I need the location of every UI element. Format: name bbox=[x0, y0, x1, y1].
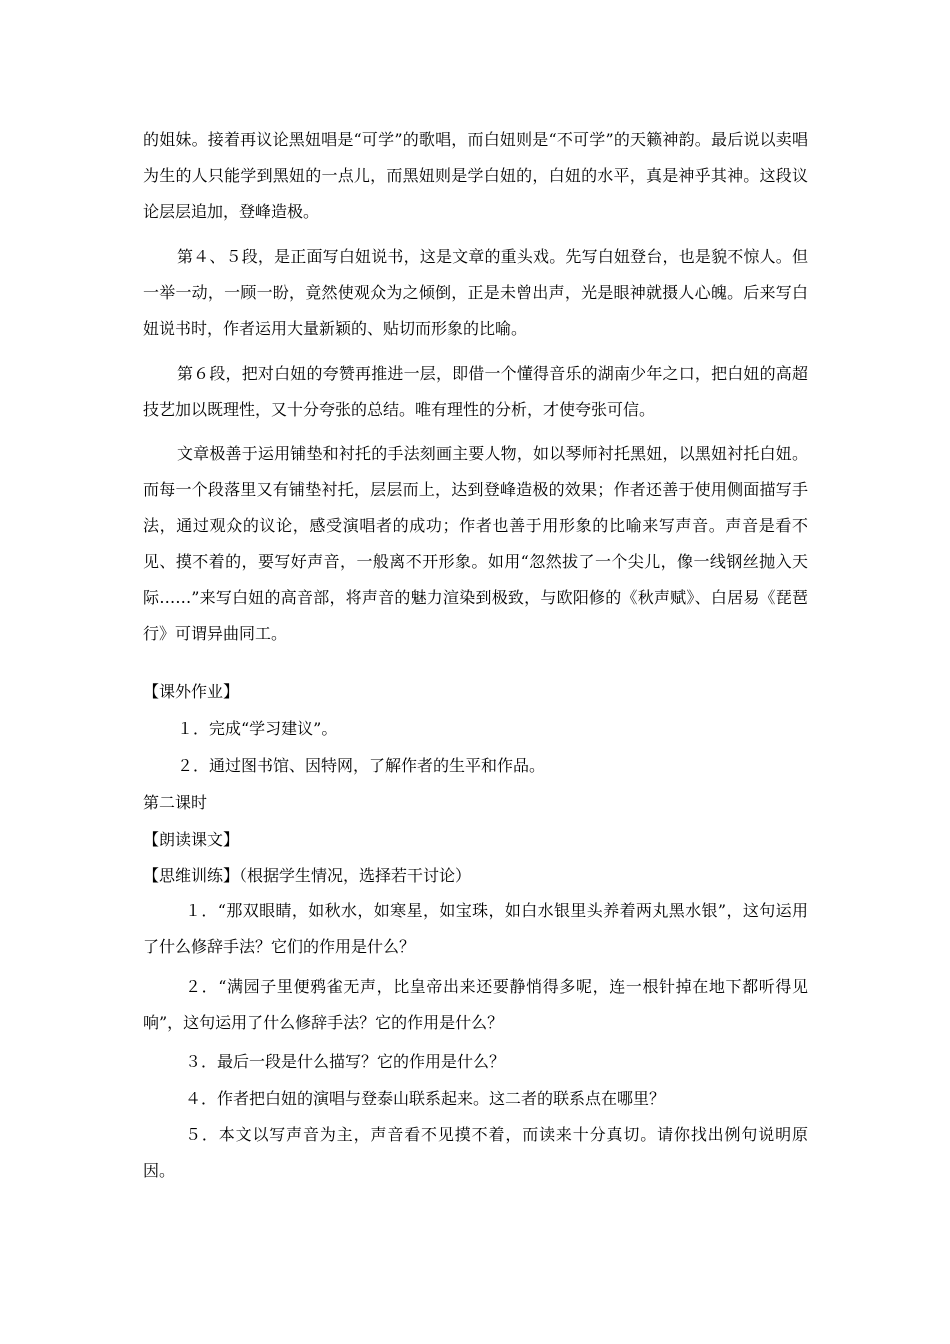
reading-heading: 【朗读课文】 bbox=[143, 830, 240, 849]
homework-item-1: １．完成“学习建议”。 bbox=[177, 719, 338, 738]
question-2: ２．“满园子里便鸦雀无声，比皇帝出来还要静悄得多呢，连一根针掉在地下都听得见响”，这句运用了什么修辞手法？它的作用是什么？ bbox=[143, 977, 808, 1032]
question-5: ５．本文以写声音为主，声音看不见摸不着，而读来十分真切。请你找出例句说明原因。 bbox=[143, 1125, 808, 1180]
homework-item-2: ２．通过图书馆、因特网，了解作者的生平和作品。 bbox=[177, 756, 546, 775]
homework-heading: 【课外作业】 bbox=[143, 682, 240, 701]
lesson-2-title: 第二课时 bbox=[143, 793, 208, 812]
paragraph-section-6: 第６段，把对白妞的夸赞再推进一层，即借一个懂得音乐的湖南少年之口，把白妞的高超技艺加以既理性，又十分夸张的总结。唯有理性的分析，才使夸张可信。 bbox=[143, 364, 808, 419]
question-4: ４．作者把白妞的演唱与登泰山联系起来。这二者的联系点在哪里？ bbox=[185, 1089, 666, 1108]
question-3: ３．最后一段是什么描写？它的作用是什么？ bbox=[185, 1052, 506, 1071]
thinking-heading: 【思维训练】（根据学生情况，选择若干讨论） bbox=[143, 866, 472, 885]
question-1: １．“那双眼睛，如秋水，如寒星，如宝珠，如白水银里头养着两丸黑水银”，这句运用了什么修辞手法？它们的作用是什么？ bbox=[143, 901, 808, 956]
paragraph-section-4-5: 第４、５段，是正面写白妞说书，这是文章的重头戏。先写白妞登台，也是貌不惊人。但一举一动，一顾一盼，竟然使观众为之倾倒，正是未曾出声，光是眼神就摄人心魄。后来写白妞说书时，作者运用大量新颖的、贴切而形象的比喻。 bbox=[143, 247, 808, 338]
paragraph-continuation: 的姐妹。接着再议论黑妞唱是“可学”的歌唱，而白妞则是“不可学”的天籁神韵。最后说以卖唱为生的人只能学到黑妞的一点儿，而黑妞则是学白妞的，白妞的水平，真是神乎其神。这段议论层层追加，登峰造极。 bbox=[143, 130, 808, 221]
paragraph-analysis: 文章极善于运用铺垫和衬托的手法刻画主要人物，如以琴师衬托黑妞，以黑妞衬托白妞。而每一个段落里又有铺垫衬托，层层而上，达到登峰造极的效果；作者还善于使用侧面描写手法，通过观众的议论，感受演唱者的成功；作者也善于用形象的比喻来写声音。声音是看不见、摸不着的，要写好声音，一般离不开形象。如用“忽然拔了一个尖儿，像一线钢丝抛入天际……”来写白妞的高音部，将声音的魅力渲染到极致，与欧阳修的《秋声赋》、白居易《琵琶行》可谓异曲同工。 bbox=[143, 444, 808, 643]
